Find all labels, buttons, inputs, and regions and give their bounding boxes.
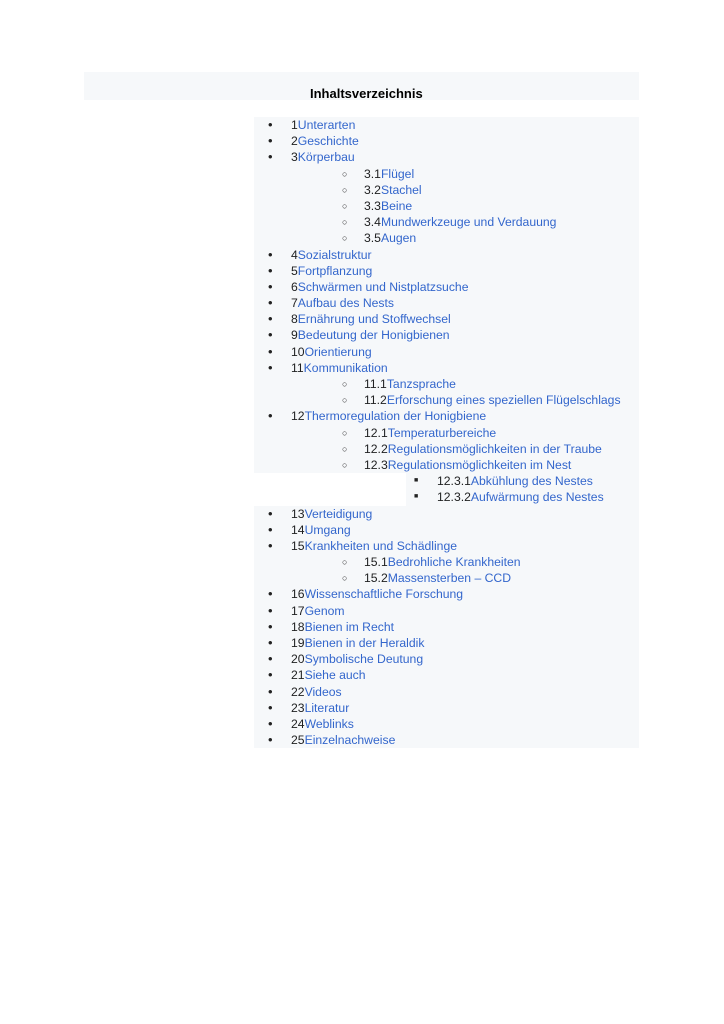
toc-entry xyxy=(364,214,556,230)
toc-item xyxy=(254,684,639,700)
toc-item-link[interactable]: Abkühlung des Nestes xyxy=(470,474,593,489)
toc-item-link[interactable]: Regulationsmöglichkeiten in der Traube xyxy=(387,441,602,456)
bullet-icon: • xyxy=(268,133,273,149)
toc-item-number: 12.3 xyxy=(364,457,388,472)
toc-item xyxy=(254,538,639,554)
toc-item xyxy=(254,279,639,295)
square-bullet-icon: ■ xyxy=(414,493,419,501)
toc-item xyxy=(254,149,639,165)
circle-bullet-icon: ○ xyxy=(342,217,348,228)
bullet-icon: • xyxy=(268,327,273,343)
toc-item xyxy=(254,133,639,149)
toc-item-link[interactable]: Weblinks xyxy=(304,716,354,731)
toc-item-number: 3.1 xyxy=(364,166,381,181)
toc-entry xyxy=(291,311,451,327)
toc-entry xyxy=(364,198,412,214)
toc-item-number: 9 xyxy=(291,328,298,343)
toc-entry xyxy=(291,651,423,667)
toc-item-number: 3.3 xyxy=(364,198,381,213)
toc-item xyxy=(254,344,639,360)
toc-item-number: 11 xyxy=(291,360,304,375)
toc-entry xyxy=(364,230,416,246)
toc-entry xyxy=(291,700,349,716)
toc-item-number: 24 xyxy=(291,716,305,731)
toc-item xyxy=(254,489,639,505)
toc-entry xyxy=(364,570,511,586)
toc-entry xyxy=(291,522,351,538)
toc-item-link[interactable]: Verteidigung xyxy=(304,506,373,521)
toc-item-link[interactable]: Regulationsmöglichkeiten im Nest xyxy=(387,457,572,472)
toc-item-link[interactable]: Einzelnachweise xyxy=(304,733,396,748)
toc-item-link[interactable]: Symbolische Deutung xyxy=(304,652,424,667)
bullet-icon: • xyxy=(268,117,273,132)
toc-item-number: 11.2 xyxy=(364,393,387,408)
toc-item-number: 6 xyxy=(291,279,298,294)
toc-item-link[interactable]: Kommunikation xyxy=(303,360,388,375)
toc-item-link[interactable]: Körperbau xyxy=(297,150,355,165)
toc-entry xyxy=(291,538,457,554)
toc-title: Inhaltsverzeichnis xyxy=(310,86,423,101)
bullet-icon: • xyxy=(268,732,273,748)
toc-item-number: 1 xyxy=(291,118,298,132)
bullet-icon: • xyxy=(268,262,273,278)
bullet-icon: • xyxy=(268,715,273,731)
toc-entry xyxy=(291,506,372,522)
toc-item-number: 12 xyxy=(291,409,305,424)
toc-item xyxy=(254,247,639,263)
toc-item-number: 25 xyxy=(291,733,305,748)
toc-item-number: 22 xyxy=(291,684,305,699)
toc-entry xyxy=(291,408,486,424)
toc-item-number: 21 xyxy=(291,668,305,683)
toc-entry xyxy=(291,360,388,376)
toc-item-link[interactable]: Mundwerkzeuge und Verdauung xyxy=(380,215,557,230)
toc-item xyxy=(254,586,639,602)
bullet-icon: • xyxy=(268,408,273,424)
toc-entry xyxy=(364,425,496,441)
toc-entry xyxy=(291,716,354,732)
circle-bullet-icon: ○ xyxy=(342,200,348,211)
bullet-icon: • xyxy=(268,246,273,262)
toc-entry xyxy=(364,457,571,473)
toc-item-number: 3.4 xyxy=(364,215,381,230)
bullet-icon: • xyxy=(268,278,273,294)
toc-item-number: 13 xyxy=(291,506,305,521)
toc-item xyxy=(254,392,639,408)
toc-item-link[interactable]: Bedrohliche Krankheiten xyxy=(387,555,521,570)
toc-item-number: 14 xyxy=(291,522,305,537)
toc-item-number: 15.1 xyxy=(364,555,388,570)
toc-item-number: 12.1 xyxy=(364,425,388,440)
toc-item xyxy=(254,554,639,570)
toc-entry xyxy=(291,279,469,295)
toc-item-number: 3.2 xyxy=(364,182,381,197)
toc-item-link[interactable]: Orientierung xyxy=(304,344,372,359)
toc-item-number: 18 xyxy=(291,619,305,634)
toc-entry xyxy=(291,263,372,279)
toc-entry xyxy=(437,489,604,505)
toc-item-number: 12.3.1 xyxy=(437,474,471,489)
bullet-icon: • xyxy=(268,586,273,602)
bullet-icon: • xyxy=(268,618,273,634)
toc-item xyxy=(254,230,639,246)
toc-item xyxy=(254,166,639,182)
toc-item xyxy=(254,635,639,651)
toc-item-number: 15 xyxy=(291,538,305,553)
toc-item-link[interactable]: Ernährung und Stoffwechsel xyxy=(297,312,451,327)
toc-item xyxy=(254,327,639,343)
toc-item-link[interactable]: Temperaturbereiche xyxy=(387,425,497,440)
square-bullet-icon: ■ xyxy=(414,477,419,485)
toc-item xyxy=(254,311,639,327)
toc-item-link[interactable]: Bienen in der Heraldik xyxy=(304,636,425,650)
bullet-icon: • xyxy=(268,683,273,699)
toc-item-number: 4 xyxy=(291,247,298,262)
circle-bullet-icon: ○ xyxy=(342,573,348,584)
toc-entry xyxy=(437,473,593,489)
toc-item-number: 15.2 xyxy=(364,571,388,586)
bullet-icon: • xyxy=(268,343,273,359)
circle-bullet-icon: ○ xyxy=(342,557,348,568)
bullet-icon: • xyxy=(268,311,273,327)
toc-item-link[interactable]: Massensterben – CCD xyxy=(387,571,512,586)
bullet-icon: • xyxy=(268,667,273,683)
circle-bullet-icon: ○ xyxy=(342,427,348,438)
toc-item xyxy=(254,716,639,732)
toc-item-link[interactable]: Bedeutung der Honigbienen xyxy=(297,328,450,343)
toc-item xyxy=(254,360,639,376)
toc-item-number: 12.2 xyxy=(364,441,388,456)
toc-item xyxy=(254,376,639,392)
toc-item-number: 11.1 xyxy=(364,377,387,391)
toc-item xyxy=(254,214,639,230)
toc-item-number: 3 xyxy=(291,150,298,165)
toc-item-link[interactable]: Unterarten xyxy=(297,118,356,132)
toc-entry xyxy=(291,603,345,619)
toc-entry xyxy=(291,133,359,149)
toc-entry xyxy=(291,327,450,343)
bullet-icon: • xyxy=(268,149,273,165)
toc-item-number: 3.5 xyxy=(364,231,381,246)
toc-entry xyxy=(291,732,395,748)
toc-item-link[interactable]: Erforschung eines speziellen Flügelschlags xyxy=(386,393,621,408)
toc-entry xyxy=(291,247,372,263)
toc-entry xyxy=(291,619,394,635)
bullet-icon: • xyxy=(268,359,273,375)
toc-entry xyxy=(364,182,422,198)
toc-item xyxy=(254,198,639,214)
circle-bullet-icon: ○ xyxy=(342,443,348,454)
bullet-icon: • xyxy=(268,521,273,537)
toc-item xyxy=(254,700,639,716)
bullet-icon: • xyxy=(268,635,273,650)
toc-entry xyxy=(291,149,355,165)
toc-item xyxy=(254,619,639,635)
bullet-icon: • xyxy=(268,537,273,553)
toc-item-link[interactable]: Siehe auch xyxy=(304,668,366,683)
circle-bullet-icon: ○ xyxy=(342,168,348,179)
toc-item-link[interactable]: Thermoregulation der Honigbiene xyxy=(304,409,487,424)
toc-entry xyxy=(291,635,424,651)
toc-item xyxy=(254,667,639,683)
toc-item xyxy=(254,457,639,473)
toc-item-link[interactable]: Videos xyxy=(304,684,342,699)
toc-item-link[interactable]: Bienen im Recht xyxy=(304,619,394,634)
toc-item-number: 2 xyxy=(291,134,298,149)
toc-entry xyxy=(291,586,463,602)
toc-item xyxy=(254,295,639,311)
toc-entry xyxy=(291,344,372,360)
toc-item-link[interactable]: Beine xyxy=(380,198,413,213)
toc-entry xyxy=(364,554,521,570)
toc-item xyxy=(254,473,639,489)
toc-item-link[interactable]: Aufwärmung des Nestes xyxy=(470,490,604,505)
toc-list xyxy=(254,117,639,748)
toc-item xyxy=(254,117,639,133)
toc-item-link[interactable]: Schwärmen und Nistplatzsuche xyxy=(297,279,469,294)
circle-bullet-icon: ○ xyxy=(342,233,348,244)
circle-bullet-icon: ○ xyxy=(342,395,348,406)
toc-header xyxy=(84,72,639,100)
toc-item-number: 12.3.2 xyxy=(437,490,471,505)
toc-item-number: 20 xyxy=(291,652,305,667)
toc-entry xyxy=(291,117,355,133)
toc-item xyxy=(254,651,639,667)
toc-item-number: 16 xyxy=(291,587,305,602)
toc-entry xyxy=(291,295,394,311)
bullet-icon: • xyxy=(268,651,273,667)
toc-entry xyxy=(364,392,621,408)
bullet-icon: • xyxy=(268,602,273,618)
toc-item xyxy=(254,182,639,198)
toc-entry xyxy=(364,376,456,392)
toc-item xyxy=(254,570,639,586)
toc-entry xyxy=(291,684,342,700)
toc-item xyxy=(254,425,639,441)
toc-item-number: 7 xyxy=(291,296,298,311)
toc-item-number: 8 xyxy=(291,312,298,327)
toc-item-link[interactable]: Literatur xyxy=(304,700,350,715)
toc-item-link[interactable]: Flügel xyxy=(380,166,415,181)
toc-item xyxy=(254,263,639,279)
toc-item-number: 23 xyxy=(291,700,305,715)
toc-item-link[interactable]: Augen xyxy=(380,231,417,246)
toc-item-number: 19 xyxy=(291,636,305,650)
toc-item-link[interactable]: Aufbau des Nests xyxy=(297,296,394,311)
toc-entry xyxy=(364,166,414,182)
toc-item-link[interactable]: Stachel xyxy=(380,182,422,197)
toc-item xyxy=(254,522,639,538)
toc-item xyxy=(254,408,639,424)
circle-bullet-icon: ○ xyxy=(342,459,348,470)
toc-item-link[interactable]: Geschichte xyxy=(297,134,359,149)
toc-entry xyxy=(364,441,602,457)
toc-item-link[interactable]: Krankheiten und Schädlinge xyxy=(304,538,458,553)
circle-bullet-icon: ○ xyxy=(342,184,348,195)
toc-item-number: 5 xyxy=(291,263,298,278)
bullet-icon: • xyxy=(268,699,273,715)
toc-entry xyxy=(291,667,366,683)
toc-item-number: 17 xyxy=(291,603,305,618)
toc-item-link[interactable]: Genom xyxy=(304,603,345,618)
toc-item xyxy=(254,441,639,457)
toc-item-link[interactable]: Wissenschaftliche Forschung xyxy=(304,587,464,602)
toc-item xyxy=(254,506,639,522)
toc-item-number: 10 xyxy=(291,344,305,359)
bullet-icon: • xyxy=(268,295,273,311)
toc-item xyxy=(254,732,639,748)
toc-item-link[interactable]: Sozialstruktur xyxy=(297,247,372,262)
toc-item xyxy=(254,603,639,619)
bullet-icon: • xyxy=(268,505,273,521)
toc-item-link[interactable]: Umgang xyxy=(304,522,351,537)
toc-item-link[interactable]: Fortpflanzung xyxy=(297,263,373,278)
toc-item-link[interactable]: Tanzsprache xyxy=(386,377,456,391)
circle-bullet-icon: ○ xyxy=(342,379,348,389)
